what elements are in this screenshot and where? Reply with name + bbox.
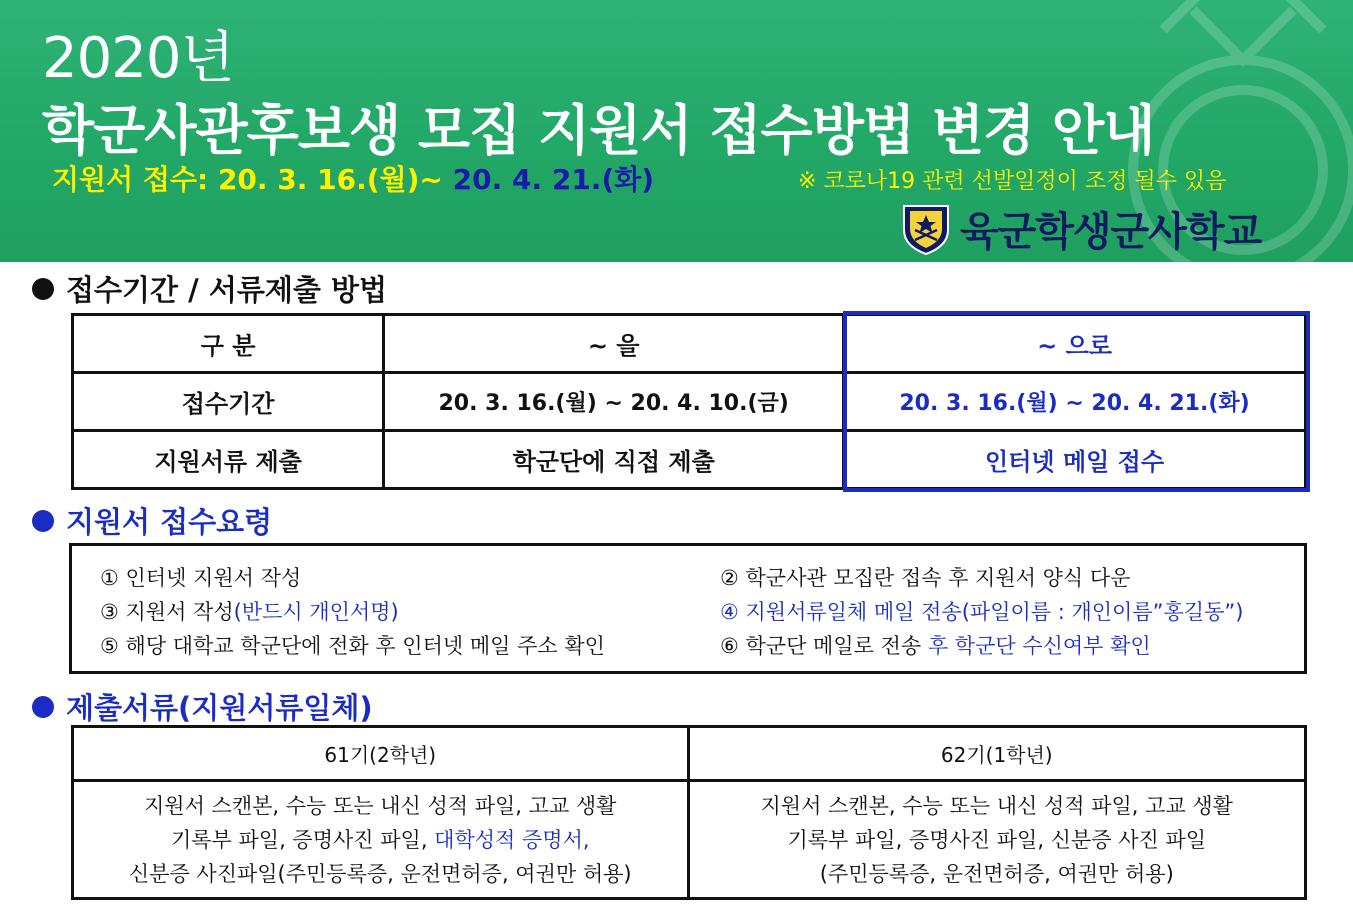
cell-text-highlight: 대학성적 증명서, bbox=[434, 827, 590, 852]
list-item: ⑤ 해당 대학교 학군단에 전화 후 인터넷 메일 주소 확인 bbox=[100, 634, 605, 658]
period-label: 지원서 접수: bbox=[52, 163, 218, 196]
list-item: ② 학군사관 모집란 접속 후 지원서 양식 다운 bbox=[720, 566, 1131, 590]
table-row bbox=[73, 315, 1306, 373]
table-cell bbox=[688, 781, 1306, 899]
cell-line: (주민등록증, 운전면허증, 여권만 허용) bbox=[819, 861, 1174, 886]
application-period bbox=[52, 158, 654, 198]
school-logo bbox=[898, 198, 1261, 258]
item-text-highlight: 후 학군단 수신여부 확인 bbox=[927, 634, 1151, 658]
school-name: 육군학생군사학교 bbox=[960, 208, 1262, 255]
table-row bbox=[73, 727, 1306, 781]
bullet-icon bbox=[32, 510, 54, 532]
section-heading-period bbox=[32, 268, 387, 309]
list-item bbox=[100, 596, 399, 626]
table-cell: 지원서류 제출 bbox=[73, 431, 384, 489]
period-end: 20. 4. 21.(화) bbox=[452, 163, 655, 196]
year-label: 2020년 bbox=[42, 26, 234, 91]
cell-line: 신분증 사진파일(주민등록증, 운전면허증, 여권만 허용) bbox=[128, 861, 632, 886]
table-cell: 20. 3. 16.(월) ~ 20. 4. 21.(화) bbox=[844, 373, 1306, 431]
table-header-cell: ~ 을 bbox=[384, 315, 844, 373]
cell-line: 지원서 스캔본, 수능 또는 내신 성적 파일, 고교 생활 bbox=[760, 793, 1233, 818]
table-header-cell: ~ 으로 bbox=[844, 315, 1306, 373]
table-row bbox=[73, 781, 1306, 899]
period-method-table bbox=[71, 313, 1307, 490]
period-start: 20. 3. 16.(월) bbox=[217, 163, 420, 196]
list-item bbox=[720, 630, 1151, 660]
section-title: 지원서 접수요령 bbox=[66, 505, 273, 539]
section-heading-documents bbox=[32, 686, 373, 727]
table-cell bbox=[73, 781, 689, 899]
cell-line bbox=[74, 823, 687, 857]
period-tilde: ~ bbox=[419, 163, 453, 196]
table-cell: 접수기간 bbox=[73, 373, 384, 431]
schedule-notice: ※ 코로나19 관련 선발일정이 조정 될수 있음 bbox=[798, 169, 1227, 194]
table-header-cell: 구 분 bbox=[73, 315, 384, 373]
shield-emblem-icon bbox=[898, 200, 954, 256]
header-banner bbox=[0, 0, 1353, 262]
list-item: ① 인터넷 지원서 작성 bbox=[100, 566, 302, 590]
item-text-highlight: (반드시 개인서명) bbox=[233, 600, 399, 624]
table-row bbox=[73, 373, 1306, 431]
cell-line: 지원서 스캔본, 수능 또는 내신 성적 파일, 고교 생활 bbox=[144, 793, 617, 818]
documents-table bbox=[71, 725, 1307, 900]
section-title: 제출서류(지원서류일체) bbox=[66, 691, 373, 725]
bullet-icon bbox=[32, 696, 54, 718]
table-header-cell: 62기(1학년) bbox=[688, 727, 1306, 781]
table-cell: 인터넷 메일 접수 bbox=[844, 431, 1306, 489]
cell-text: 기록부 파일, 증명사진 파일, bbox=[170, 827, 435, 852]
section-title: 접수기간 / 서류제출 방법 bbox=[66, 273, 388, 307]
table-row bbox=[73, 431, 1306, 489]
section-heading-guide bbox=[32, 500, 272, 541]
table-header-cell: 61기(2학년) bbox=[73, 727, 689, 781]
list-item: ④ 지원서류일체 메일 전송(파일이름 : 개인이름”홍길동”) bbox=[720, 600, 1244, 624]
guide-box bbox=[69, 543, 1307, 674]
table-cell: 20. 3. 16.(월) ~ 20. 4. 10.(금) bbox=[384, 373, 844, 431]
table-cell: 학군단에 직접 제출 bbox=[384, 431, 844, 489]
bullet-icon bbox=[32, 278, 54, 300]
page-title: 학군사관후보생 모집 지원서 접수방법 변경 안내 bbox=[42, 99, 1155, 162]
item-text: ③ 지원서 작성 bbox=[100, 600, 234, 624]
item-text: ⑥ 학군단 메일로 전송 bbox=[720, 634, 928, 658]
cell-line: 기록부 파일, 증명사진 파일, 신분증 사진 파일 bbox=[787, 827, 1207, 852]
